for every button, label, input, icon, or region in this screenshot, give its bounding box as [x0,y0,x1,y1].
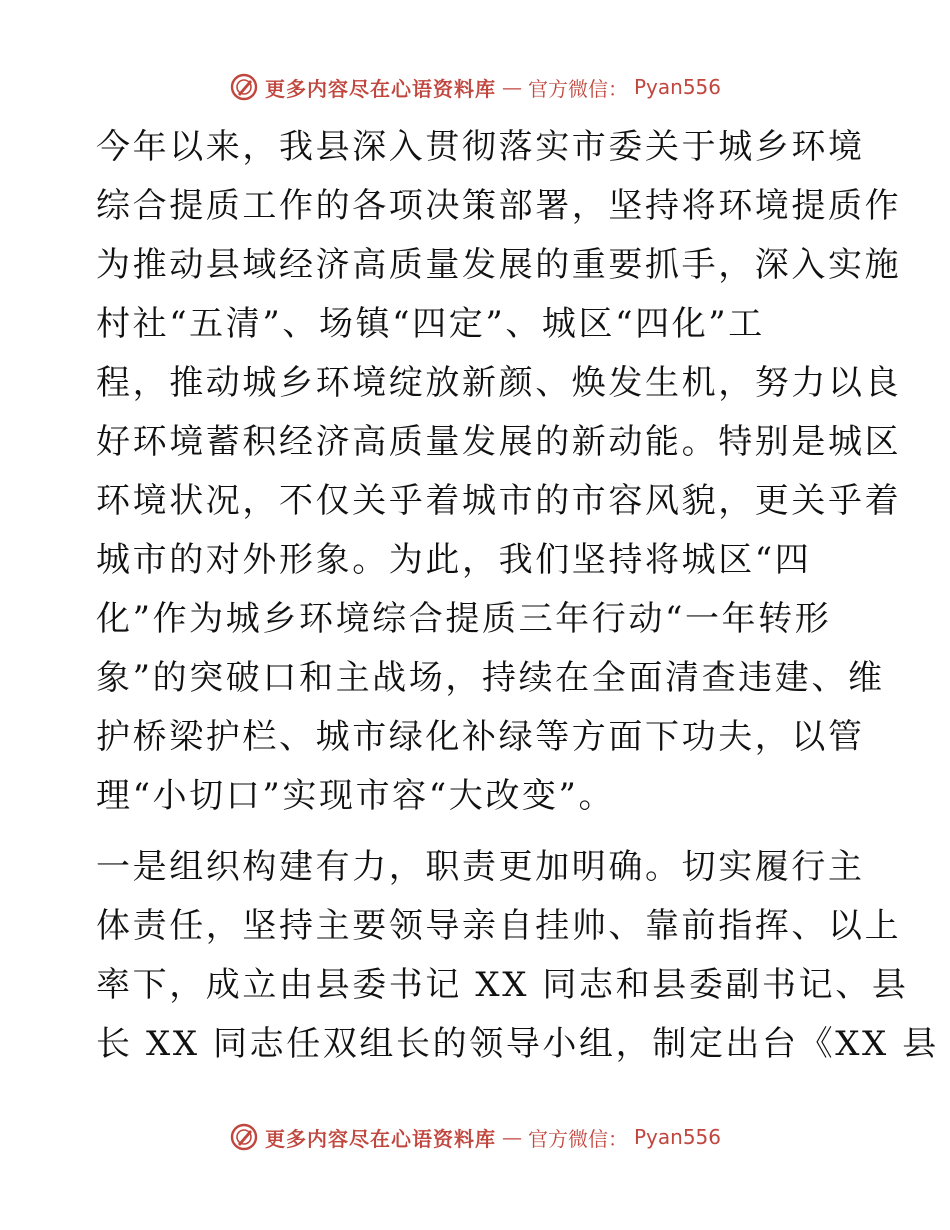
quill-pen-logo-icon [229,1122,259,1152]
text-line: 体责任，坚持主要领导亲自挂帅、靠前指挥、以上 [96,906,902,946]
footer-watermark [0,1122,950,1152]
watermark-wechat-id: Pyan556 [633,1125,721,1149]
paragraph-1 [96,118,902,826]
text-line: 率下，成立由县委书记 XX 同志和县委副书记、县 [96,965,909,1005]
paragraph-2 [96,838,939,1074]
watermark-wechat-label: 官方微信： [527,76,628,101]
text-line: 综合提质工作的各项决策部署，坚持将环境提质作 [96,186,902,226]
text-line: 程，推动城乡环境绽放新颜、焕发生机，努力以良 [96,363,902,403]
document-body [96,118,939,1074]
watermark-main-text: 更多内容尽在心语资料库 [264,76,496,101]
text-line: 为推动县域经济高质量发展的重要抓手，深入实施 [96,245,902,285]
text-line: 长 XX 同志任双组长的领导小组，制定出台《XX 县 [96,1024,939,1064]
text-line: 环境状况，不仅关乎着城市的市容风貌，更关乎着 [96,481,902,521]
header-watermark [0,72,950,102]
text-line: 一是组织构建有力，职责更加明确。切实履行主 [96,847,865,887]
watermark-dash: — [501,75,522,99]
quill-pen-logo-icon [229,72,259,102]
text-line: 今年以来，我县深入贯彻落实市委关于城乡环境 [96,127,865,167]
paragraph-gap [96,826,856,838]
text-line: 化”作为城乡环境综合提质三年行动“一年转形 [96,599,832,639]
watermark-wechat-label: 官方微信： [527,1126,628,1151]
text-line: 好环境蓄积经济高质量发展的新动能。特别是城区 [96,422,902,462]
text-line: 理“小切口”实现市容“大改变”。 [96,776,616,816]
watermark-wechat-id: Pyan556 [633,75,721,99]
watermark-dash: — [501,1125,522,1149]
text-line: 象”的突破口和主战场，持续在全面清查违建、维 [96,658,885,698]
watermark-main-text: 更多内容尽在心语资料库 [264,1126,496,1151]
text-line: 城市的对外形象。为此，我们坚持将城区“四 [96,540,812,580]
text-line: 护桥梁护栏、城市绿化补绿等方面下功夫，以管 [96,717,865,757]
text-line: 村社“五清”、场镇“四定”、城区“四化”工 [96,304,765,344]
